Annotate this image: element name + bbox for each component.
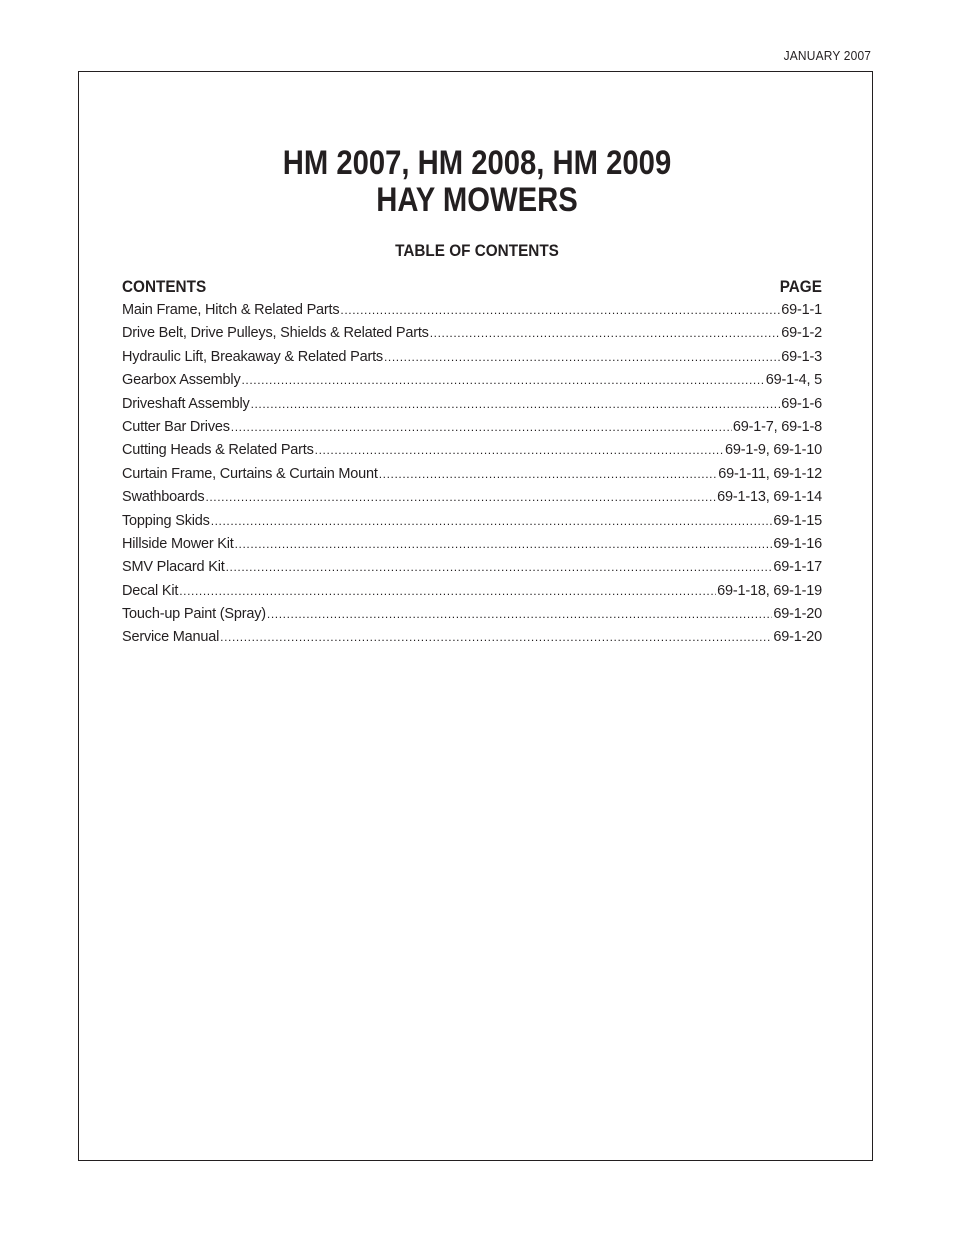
toc-entry[interactable] (122, 629, 822, 652)
toc-entry-page: 69-1-3 (781, 348, 822, 365)
toc-entry[interactable] (122, 489, 822, 512)
toc-entry-page: 69-1-7, 69-1-8 (732, 418, 822, 435)
dot-leader (384, 350, 780, 364)
dot-leader (220, 630, 772, 644)
toc-entry-title: Swathboards (122, 489, 205, 506)
toc-entry-title: Topping Skids (122, 512, 210, 529)
toc-entry-title: Service Manual (122, 629, 220, 646)
toc-heading: TABLE OF CONTENTS (395, 241, 559, 260)
dot-leader (379, 467, 718, 481)
toc-entry[interactable] (122, 606, 822, 629)
toc-entry-page: 69-1-13, 69-1-14 (717, 489, 822, 506)
dot-leader (242, 373, 765, 387)
toc-entry-page: 69-1-16 (773, 535, 822, 552)
toc-entry[interactable] (122, 302, 822, 325)
dot-leader (235, 537, 773, 551)
toc-entry[interactable] (122, 325, 822, 348)
toc-entry-page: 69-1-20 (773, 629, 822, 646)
dot-leader (267, 607, 773, 621)
document-title (0, 145, 954, 219)
toc-entry-title: Hillside Mower Kit (122, 535, 234, 552)
toc-entry-page: 69-1-4, 5 (765, 372, 822, 389)
toc-entry[interactable] (122, 583, 822, 606)
toc-entry-title: Driveshaft Assembly (122, 395, 250, 412)
toc-entry-page: 69-1-11, 69-1-12 (718, 465, 822, 482)
toc-column-headers (122, 277, 822, 297)
dot-leader (315, 443, 724, 457)
dot-leader (430, 326, 781, 340)
toc-entry-title: Cutting Heads & Related Parts (122, 442, 314, 459)
toc-entry-page: 69-1-18, 69-1-19 (717, 582, 822, 599)
toc-entry[interactable] (122, 349, 822, 372)
contents-column-header: CONTENTS (122, 277, 207, 296)
toc-entry-title: Touch-up Paint (Spray) (122, 606, 266, 623)
dot-leader (205, 490, 716, 504)
toc-entry-title: Decal Kit (122, 582, 179, 599)
toc-entry[interactable] (122, 466, 822, 489)
toc-entry-title: Drive Belt, Drive Pulleys, Shields & Related Parts (122, 325, 429, 342)
toc-entry-title: Gearbox Assembly (122, 372, 241, 389)
dot-leader (179, 584, 716, 598)
toc-entry-title: Cutter Bar Drives (122, 418, 230, 435)
toc-entry[interactable] (122, 536, 822, 559)
toc-entry[interactable] (122, 513, 822, 536)
toc-entry[interactable] (122, 372, 822, 395)
toc-entry[interactable] (122, 559, 822, 582)
title-models: HM 2007, HM 2008, HM 2009 (282, 144, 672, 182)
page-column-header: PAGE (779, 277, 822, 296)
dot-leader (340, 303, 780, 317)
toc-list (122, 302, 822, 653)
toc-entry-title: SMV Placard Kit (122, 559, 225, 576)
toc-entry-title: Curtain Frame, Curtains & Curtain Mount (122, 465, 378, 482)
toc-entry[interactable] (122, 396, 822, 419)
toc-entry[interactable] (122, 442, 822, 465)
toc-entry-page: 69-1-15 (773, 512, 822, 529)
dot-leader (226, 560, 773, 574)
dot-leader (251, 397, 781, 411)
toc-entry-title: Main Frame, Hitch & Related Parts (122, 302, 340, 318)
toc-entry-page: 69-1-9, 69-1-10 (725, 442, 822, 459)
toc-entry[interactable] (122, 419, 822, 442)
toc-entry-page: 69-1-2 (781, 325, 822, 342)
toc-entry-page: 69-1-20 (773, 606, 822, 623)
toc-entry-page: 69-1-17 (773, 559, 822, 576)
toc-entry-page: 69-1-1 (781, 302, 822, 318)
toc-entry-page: 69-1-6 (781, 395, 822, 412)
dot-leader (231, 420, 732, 434)
dot-leader (211, 514, 773, 528)
title-product: HAY MOWERS (376, 181, 578, 219)
toc-entry-title: Hydraulic Lift, Breakaway & Related Parts (122, 348, 383, 365)
date-header: JANUARY 2007 (783, 48, 871, 63)
